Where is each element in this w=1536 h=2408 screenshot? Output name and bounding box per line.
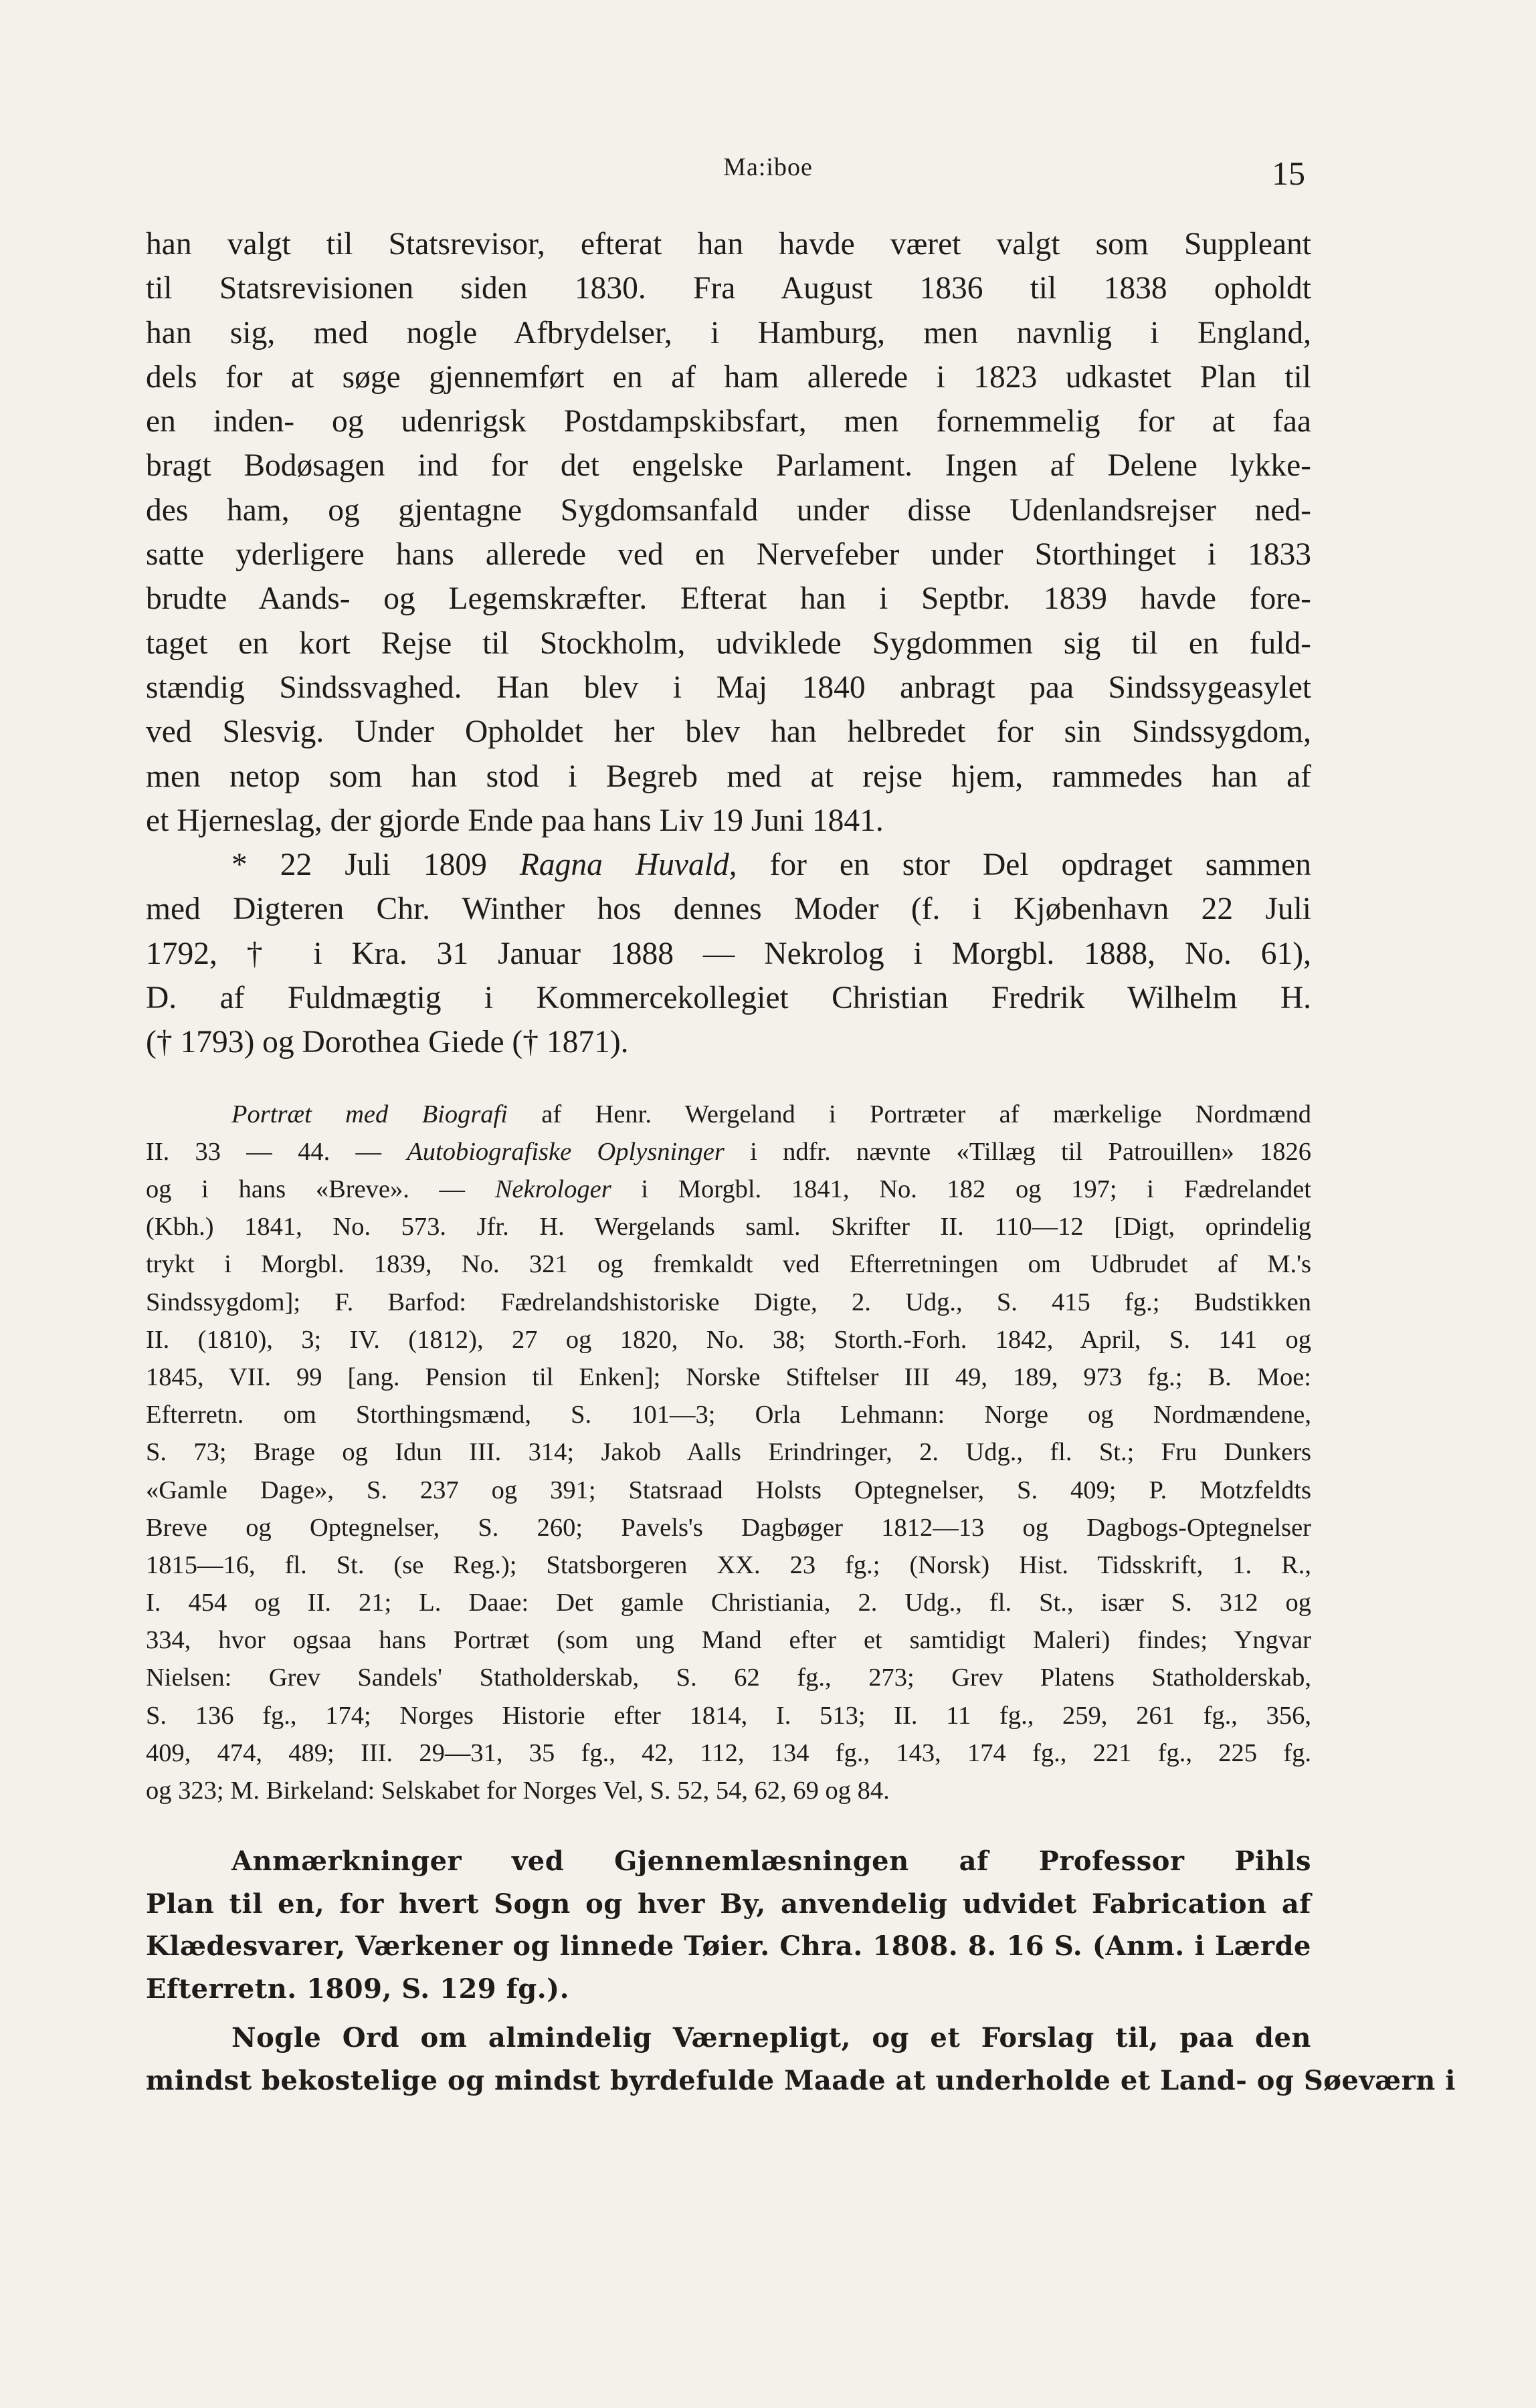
spouse-first-line-rest: for en stor Del opdraget sammen: [769, 847, 1312, 883]
text-line: ved Slesvig. Under Opholdet her blev han helbredet for sin Sindssygdom,: [146, 714, 1311, 750]
sources-block: [146, 1096, 1311, 1810]
source-line: (Kbh.) 1841, No. 573. Jfr. H. Wergelands saml. Skrifter II. 110—12 [Digt, oprindelig: [146, 1213, 1311, 1241]
text-line: han valgt til Statsrevisor, efterat han havde været valgt som Suppleant: [146, 227, 1311, 262]
source-line: og 323; M. Birkeland: Selskabet for Norges Vel, S. 52, 54, 62, 69 og 84.: [146, 1777, 890, 1805]
source-line: S. 73; Brage og Idun III. 314; Jakob Aalls Erindringer, 2. Udg., fl. St.; Fru Dunkers: [146, 1438, 1311, 1467]
source-line: Efterretn. om Storthingsmænd, S. 101—3; Orla Lehmann: Norge og Nordmændene,: [146, 1401, 1311, 1429]
work-line: Anmærkninger ved Gjennemlæsningen af Professor Pihls: [231, 1845, 1311, 1878]
page-number: 15: [1272, 155, 1305, 192]
text-line: taget en kort Rejse til Stockholm, udviklede Sygdommen sig til en fuld-: [146, 625, 1311, 661]
running-head: [0, 153, 1536, 193]
source-italic: Portræt med Biografi: [231, 1100, 508, 1128]
source-italic: Autobiografiske Oplysninger: [407, 1137, 725, 1166]
source-line: Nielsen: Grev Sandels' Statholderskab, S. 62 fg., 273; Grev Platens Statholderskab,: [146, 1664, 1311, 1692]
text-line: († 1793) og Dorothea Giede († 1871).: [146, 1025, 629, 1060]
text-line: dels for at søge gjennemført en af ham allerede i 1823 udkastet Plan til: [146, 359, 1311, 395]
text-line: med Digteren Chr. Winther hos dennes Moder (f. i Kjøbenhavn 22 Juli: [146, 892, 1311, 927]
source-line: Breve og Optegnelser, S. 260; Pavels's Dagbøger 1812—13 og Dagbogs-Optegnelser: [146, 1513, 1311, 1542]
source-italic: Nekrologer: [494, 1175, 611, 1204]
body-text: [146, 222, 1456, 2102]
source-text: og i hans «Breve». —: [146, 1175, 466, 1204]
source-text: i ndfr. nævnte «Tillæg til Patrouillen» 1826: [750, 1137, 1312, 1166]
text-line: brudte Aands- og Legemskræfter. Efterat han i Septbr. 1839 havde fore-: [146, 581, 1311, 617]
text-line: et Hjerneslag, der gjorde Ende paa hans Liv 19 Juni 1841.: [146, 803, 884, 838]
source-line: II. (1810), 3; IV. (1812), 27 og 1820, No. 38; Storth.-Forh. 1842, April, S. 141 og: [146, 1325, 1311, 1354]
works-list: [146, 1840, 1456, 2102]
text-line: bragt Bodøsagen ind for det engelske Parlament. Ingen af Delene lykke-: [146, 448, 1311, 484]
source-text: i Morgbl. 1841, No. 182 og 197; i Fædrelandet: [641, 1175, 1311, 1204]
source-line: trykt i Morgbl. 1839, No. 321 og fremkaldt ved Efterretningen om Udbrudet af M.'s: [146, 1250, 1311, 1279]
text-line: til Statsrevisionen siden 1830. Fra August 1836 til 1838 opholdt: [146, 271, 1311, 306]
running-title: Ma:iboe: [723, 153, 813, 181]
source-text: II. 33 — 44. —: [146, 1137, 381, 1166]
work-line: Nogle Ord om almindelig Værnepligt, og et Forslag til, paa den: [231, 2022, 1311, 2054]
work-line: Klædesvarer, Værkener og linnede Tøier. Chra. 1808. 8. 16 S. (Anm. i Lærde: [146, 1930, 1311, 1963]
source-line: 1815—16, fl. St. (se Reg.); Statsborgeren XX. 23 fg.; (Norsk) Hist. Tidsskrift, 1. R.,: [146, 1550, 1311, 1579]
source-line: S. 136 fg., 174; Norges Historie efter 1814, I. 513; II. 11 fg., 259, 261 fg., 356,: [146, 1701, 1311, 1730]
source-line: I. 454 og II. 21; L. Daae: Det gamle Christiania, 2. Udg., fl. St., især S. 312 og: [146, 1589, 1311, 1617]
text-line: en inden- og udenrigsk Postdampskibsfart, men fornemmelig for at faa: [146, 404, 1311, 439]
source-line: «Gamle Dage», S. 237 og 391; Statsraad Holsts Optegnelser, S. 409; P. Motzfeldts: [146, 1476, 1311, 1504]
work-line: Efterretn. 1809, S. 129 fg.).: [146, 1973, 569, 2005]
work-entry: [146, 1840, 1311, 2010]
source-line: 1845, VII. 99 [ang. Pension til Enken]; Norske Stiftelser III 49, 189, 973 fg.; B. Moe:: [146, 1363, 1311, 1391]
source-line: 334, hvor ogsaa hans Portræt (som ung Mand efter et samtidigt Maleri) findes; Yngvar: [146, 1626, 1311, 1655]
source-line: 409, 474, 489; III. 29—31, 35 fg., 42, 112, 134 fg., 143, 174 fg., 221 fg., 225 fg.: [146, 1738, 1311, 1767]
work-line: Plan til en, for hvert Sogn og hver By, anvendelig udvidet Fabrication af: [146, 1888, 1311, 1920]
text-line: han sig, med nogle Afbrydelser, i Hamburg, men navnlig i England,: [146, 315, 1311, 350]
text-line: 1792, † i Kra. 31 Januar 1888 — Nekrolog i Morgbl. 1888, No. 61),: [146, 936, 1311, 971]
text-line: D. af Fuldmægtig i Kommercekollegiet Christian Fredrik Wilhelm H.: [146, 981, 1311, 1016]
source-line: [146, 1133, 1311, 1171]
biography-paragraph: [146, 222, 1311, 843]
source-line: [146, 1171, 1311, 1208]
spouse-birth: * 22 Juli 1809: [231, 847, 487, 883]
spouse-paragraph: [146, 843, 1311, 1064]
spouse-name: Ragna Huvald,: [519, 847, 737, 883]
text-line: men netop som han stod i Begreb med at rejse hjem, rammedes han af: [146, 759, 1311, 794]
source-line: [146, 1096, 1311, 1133]
text-line: satte yderligere hans allerede ved en Nervefeber under Storthinget i 1833: [146, 537, 1311, 573]
text-line: stændig Sindssvaghed. Han blev i Maj 1840 anbragt paa Sindssygeasylet: [146, 670, 1311, 705]
source-line: Sindssygdom]; F. Barfod: Fædrelandshistoriske Digte, 2. Udg., S. 415 fg.; Budstikken: [146, 1288, 1311, 1316]
source-text: af Henr. Wergeland i Portræter af mærkelige Nordmænd: [541, 1100, 1311, 1128]
text-line: des ham, og gjentagne Sygdomsanfald under disse Udenlandsrejser ned-: [146, 492, 1311, 528]
spouse-first-line: [146, 843, 1311, 887]
work-line: mindst bekostelige og mindst byrdefulde Maade at underholde et Land- og Søeværn i: [146, 2064, 1456, 2096]
work-entry: [146, 2017, 1456, 2102]
